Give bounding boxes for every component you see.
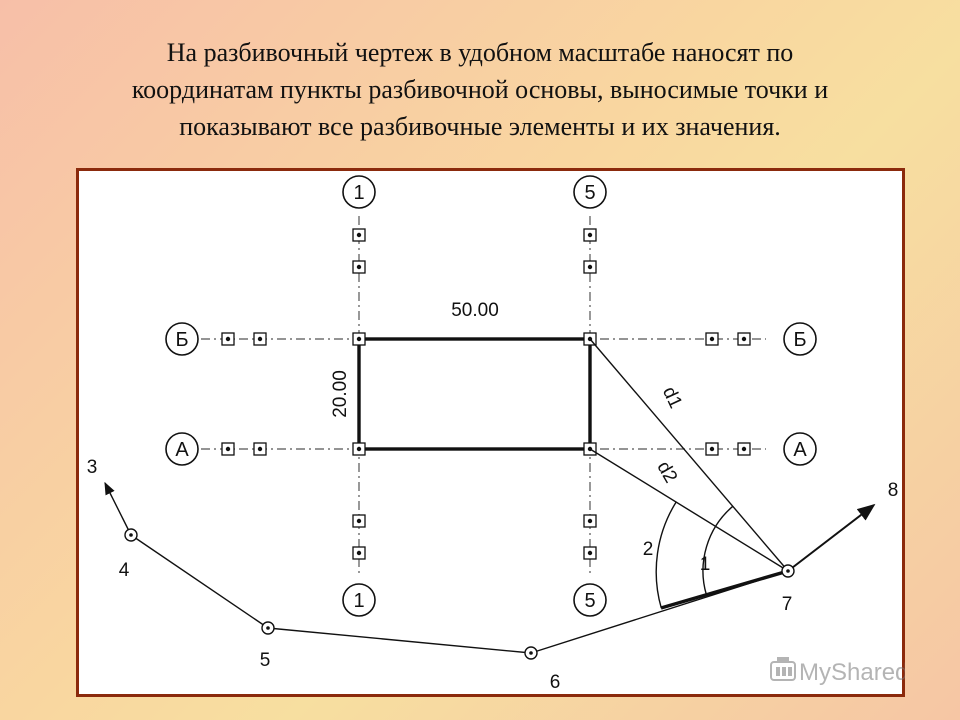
layout-drawing [76,168,905,697]
caption-line-2: координатам пункты разбивочной основы, выносимые точки и [131,75,829,104]
axis-label-1-top: 1 [353,182,365,204]
setout-marker-dot [258,447,262,451]
axis-label-b-right: Б [793,329,807,351]
drawing-frame [78,170,904,696]
setout-marker-dot [357,551,361,555]
setout-marker-dot [226,337,230,341]
axis-label-5-bottom: 5 [584,590,596,612]
setout-marker-dot [710,337,714,341]
setout-marker-dot [357,233,361,237]
axis-bubble-a-right [784,433,816,465]
setout-marker-dot [710,447,714,451]
axis-bubble-1-bottom [343,584,375,616]
axis-bubble-5-top [574,176,606,208]
point-label-3: 3 [86,457,98,478]
setout-marker-dot [258,337,262,341]
axis-label-1-bottom: 1 [353,590,365,612]
point-label-7: 7 [781,594,793,615]
point-label-4: 4 [118,560,130,581]
setout-marker-dot [226,447,230,451]
axis-bubble-b-left [166,323,198,355]
setout-marker-dot [357,337,361,341]
setout-marker-dot [357,447,361,451]
angle-label-1: 1 [699,554,711,575]
point-label-5: 5 [259,650,271,671]
angle-label-2: 2 [642,539,654,560]
setout-marker-dot [742,337,746,341]
caption-line-1: На разбивочный чертеж в удобном масштабе наносят по [166,38,794,67]
axis-label-5-top: 5 [584,182,596,204]
dimension-length-label: 50.00 [451,300,499,321]
axis-bubble-a-left [166,433,198,465]
axis-label-a-left: А [175,439,189,461]
distance-label-d2: d2 [652,457,682,487]
setout-marker-dot [588,551,592,555]
axis-bubble-5-bottom [574,584,606,616]
layout-drawing-svg [76,168,905,697]
point-label-8: 8 [887,480,899,501]
setout-marker-dot [588,265,592,269]
setout-marker-dot [588,233,592,237]
setout-marker-dot [588,519,592,523]
watermark-text: MyShared [799,659,905,686]
axis-label-a-right: А [793,439,807,461]
axis-bubble-b-right [784,323,816,355]
dimension-width-label: 20.00 [330,370,351,418]
setout-marker-dot [742,447,746,451]
caption-line-3: показывают все разбивочные элементы и их значения. [179,112,781,141]
distance-label-d1: d1 [658,383,686,412]
slide-caption [40,34,920,145]
point-label-6: 6 [549,672,561,693]
axis-bubble-1-top [343,176,375,208]
setout-marker-dot [357,265,361,269]
setout-marker-dot [357,519,361,523]
axis-label-b-left: Б [175,329,189,351]
